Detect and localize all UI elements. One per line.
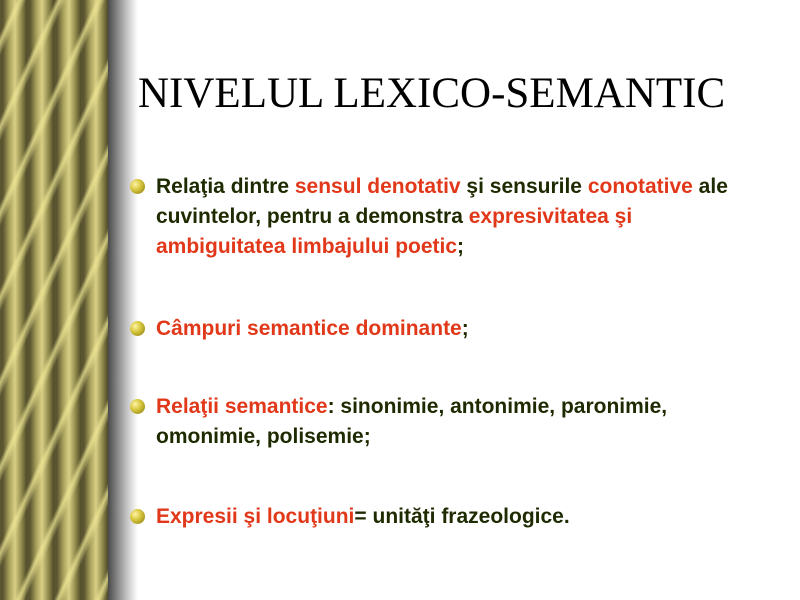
bullet-icon [130,321,145,336]
text-segment: şi sensurile [460,175,588,198]
highlighted-term: Relaţii semantice [156,395,328,418]
highlighted-term: Expresii şi locuţiuni [156,505,355,528]
bullet-text [156,172,766,262]
highlighted-term: sensul denotativ [294,175,461,198]
highlighted-term: expresivitatea şi ambiguitatea limbajului poetic [156,205,633,258]
text-segment: Relaţia dintre [156,175,295,198]
bullet-text [156,392,766,452]
text-segment: ale cuvintelor, pentru a demonstra [156,175,728,228]
highlighted-term: conotative [587,175,693,198]
text-segment: ; [457,235,465,258]
text-segment: = unităţi frazeologice. [354,505,570,528]
bullet-item [130,502,766,532]
bullet-icon [130,509,145,524]
bullet-icon [130,179,145,194]
highlighted-term: Câmpuri semantice dominante [156,317,462,340]
bullet-item [130,314,766,344]
bullet-item [130,392,766,452]
bullet-text [156,314,766,344]
decorative-border [0,0,108,600]
bullet-text [156,502,766,532]
bullet-icon [130,399,145,414]
text-segment: ; [461,317,469,340]
text-segment: : sinonimie, antonimie, paronimie, omonimie, polisemie; [156,395,668,448]
bullet-item [130,172,766,262]
slide-title: NIVELUL LEXICO-SEMANTIC [138,70,726,117]
